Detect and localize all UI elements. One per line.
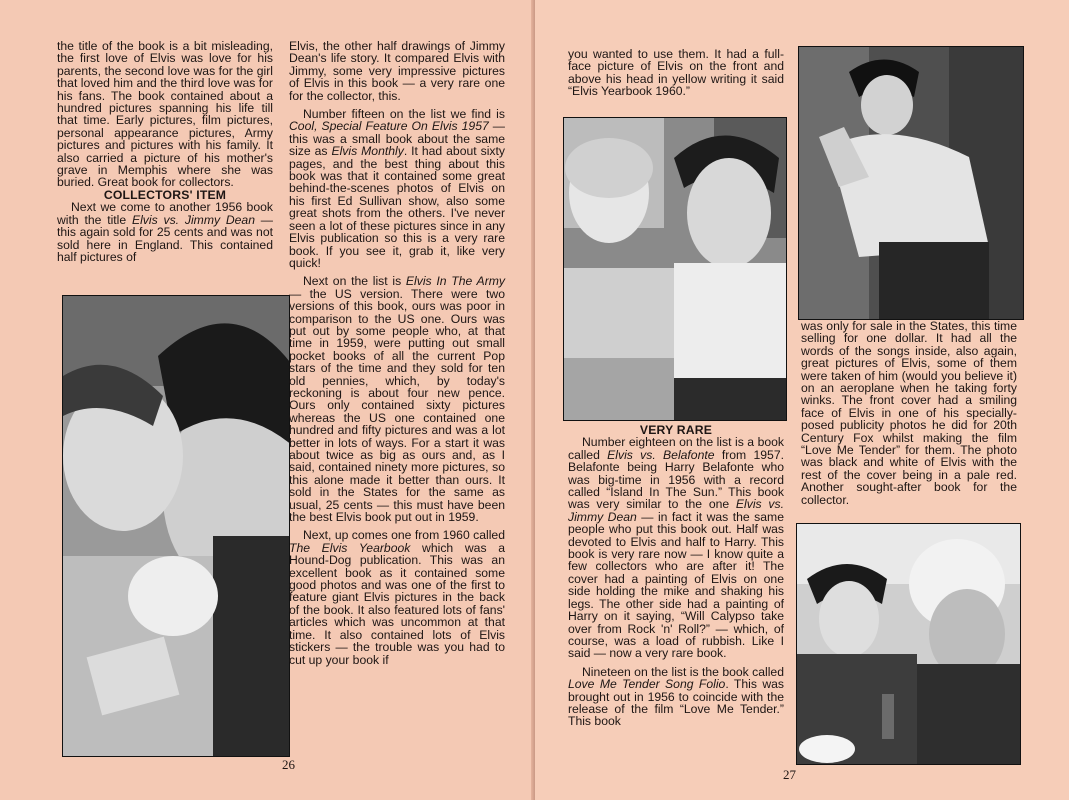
paragraph: Next we come to another 1956 book with the title Elvis vs. Jimmy Dean — this again sold for 25 cents and was not sold here in England. This contained half pictures of [57, 200, 273, 264]
book-title: Elvis vs. Jimmy Dean [568, 497, 784, 524]
page-number-right: 27 [783, 767, 796, 782]
book-title: Cool, Special Feature On Elvis 1957 [289, 119, 489, 134]
paragraph: the title of the book is a bit misleading, the first love of Elvis was love for his parents, the second love was for the girl that loved him and the third love was for his fans. The book contained about a hundred pictures spanning his life till that time. Early pictures, film pictures, personal appearance pictures, Army pictures and pictures with his family. It also carried a picture of his mother's grave in Memphis where she was buried. Great book for collectors. [57, 39, 273, 190]
book-title: Elvis In The Army [405, 274, 505, 289]
photo-elvis-performing [798, 46, 1024, 320]
photo-elvis-signing-autograph [796, 523, 1021, 765]
left-column-1 [57, 40, 273, 263]
photo-elvis-with-fan [563, 117, 787, 421]
right-column-1-top [568, 48, 784, 98]
paragraph: was only for sale in the States, this time selling for one dollar. It had all the words of the songs inside, also again, great pictures of Elvis, some of them were taken of him (would you believe it) on an aeroplane when he taking forty winks. The front cover had a smiling face of Elvis in one of his specially-posed publicity photos he did for 20th Century Fox whilst making the film “Love Me Tender” for them. The photo was black and white of Elvis with the rest of the cover being in a pale red. Another sought-after book for the collector. [801, 319, 1017, 507]
paragraph: Nineteen on the list is the book called Love Me Tender Song Folio. This was brought out in 1956 to coincide with the release of the film “Love Me Tender.” This book [568, 664, 785, 729]
right-column-2 [801, 320, 1017, 506]
paragraph: Elvis, the other half drawings of Jimmy Dean's life story. It compared Elvis with Jimmy, some very impressive pictures of Elvis in this book — a very rare one for the collector, this. [289, 39, 505, 103]
photo-elvis-with-woman [62, 295, 290, 757]
book-title: Elvis Monthly [331, 144, 404, 159]
book-title: Love Me Tender Song Folio [568, 677, 726, 692]
page-number-left: 26 [282, 757, 295, 772]
left-column-2 [289, 40, 505, 666]
section-heading-very-rare: VERY RARE [639, 423, 713, 437]
paragraph: Next on the list is Elvis In The Army — the US version. There were two versions of this book, ours was poor in comparison to the US one. Ours was put out by some people who, at that time in 1959, were putting out small pocket books of all the current Pop stars of the time and they sold for ten old pennies, which, by today's reckoning is about four new pence. Ours only contained sixty pictures whereas the US one contained one hundred and fifty pictures and was a lot better in lots of ways. For a start it was about twice as big as ours and, as I said, contained ninety more pictures, so this alone made it better than ours. It sold in the States for the same as usual, 25 cents — this must have been the best Elvis book put out in 1959. [289, 274, 505, 525]
right-page [535, 0, 1069, 800]
paragraph: you wanted to use them. It had a full-face picture of Elvis on the front and above his head in yellow writing it said “Elvis Yearbook 1960.” [568, 47, 784, 99]
book-title: Elvis vs. Belafonte [607, 447, 715, 462]
left-page [0, 0, 534, 800]
paragraph: Number fifteen on the list we find is Cool, Special Feature On Elvis 1957 — this was a small book about the same size as Elvis Monthly. It had about sixty pages, and the best thing about this book was that it contained some great behind-the-scenes photos of Elvis on his first Ed Sullivan show, also some great shots from the others. I've never seen a lot of these pictures since in any Elvis publication so this is a very rare book. If you see it, grab it, like very quick! [289, 107, 505, 270]
right-column-1-bottom [568, 424, 784, 728]
paragraph: Next, up comes one from 1960 called The Elvis Yearbook which was a Hound-Dog publication. This was an excellent book as it contained some good photos and was one of the first to feature giant Elvis pictures in the back of the book. It also featured lots of fans' articles which was uncommon at that time. It also contained lots of Elvis stickers — the trouble was you had to cut up your book if [289, 528, 505, 667]
paragraph: Number eighteen on the list is a book called Elvis vs. Belafonte from 1957. Belafonte being Harry Belafonte who was big-time in 1956 with a record called “Island In The Sun.” This book was very similar to the one Elvis vs. Jimmy Dean — in fact it was the same people who put this book out. Half was devoted to Elvis and half to Harry. This book is very rare now — I know quite a few collectors who are after it! The cover had a painting of Elvis on one side holding the mike and shaking his legs. The other side had a painting of Harry on it saying, “Will Calypso take over from Rock 'n' Roll?” — which, of course, was a load of rubbish. Like I said — now a very rare book. [568, 435, 784, 661]
book-title: Elvis vs. Jimmy Dean [131, 212, 255, 227]
section-heading-collectors-item: COLLECTORS' ITEM [103, 187, 227, 202]
book-title: The Elvis Yearbook [289, 540, 411, 555]
